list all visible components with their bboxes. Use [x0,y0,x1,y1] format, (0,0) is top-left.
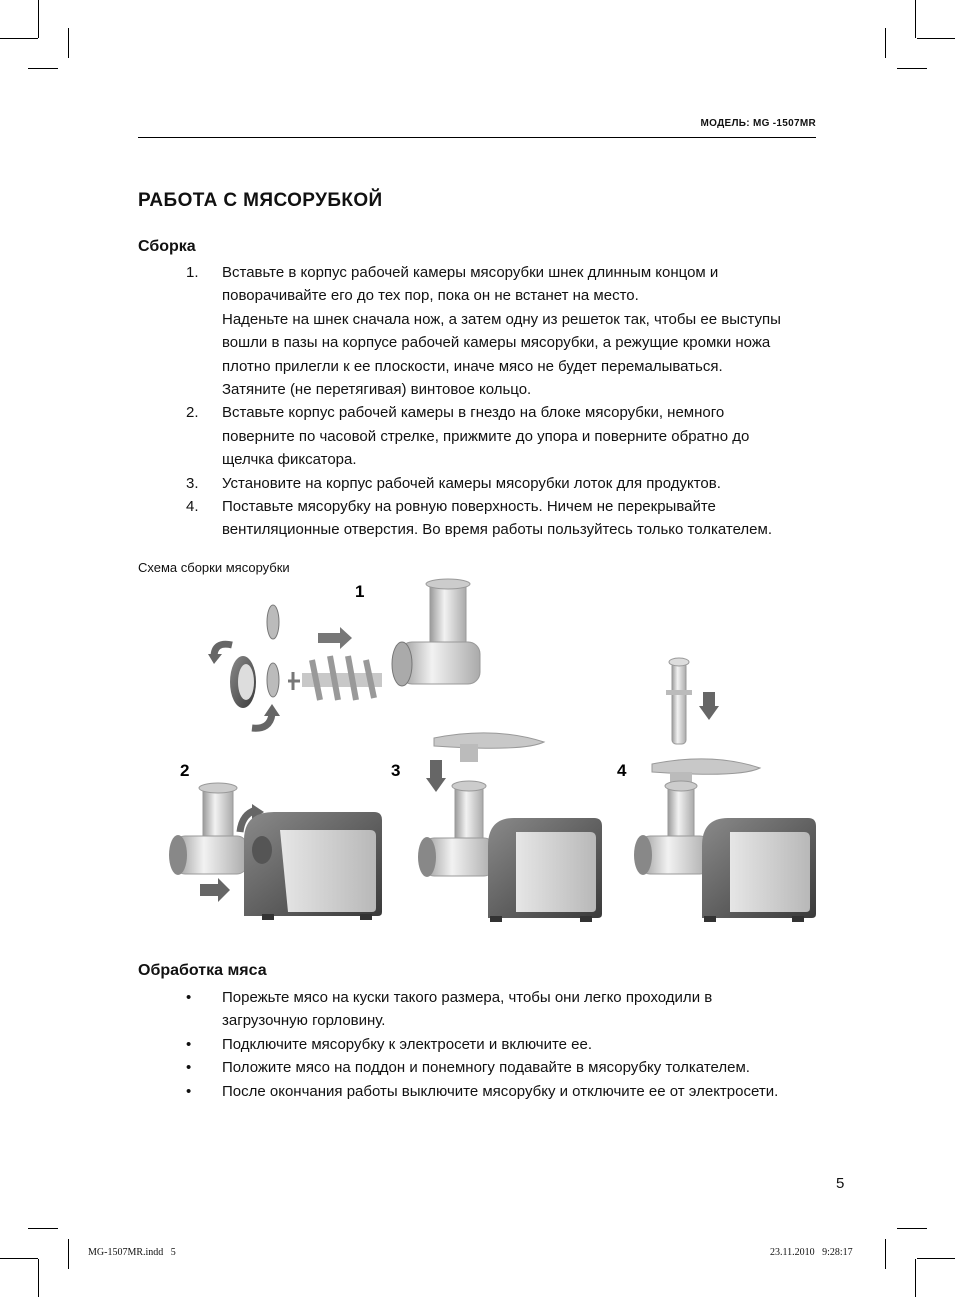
step-line: вошли в пазы на корпусе рабочей камеры мясорубки, а режущие кромки ножа [222,334,771,352]
figure-step-number: 3 [391,761,401,780]
step-3-attach-tray [418,733,602,922]
item-line: Положите мясо на поддон и понемногу подавайте в мясорубку толкателем. [222,1059,750,1077]
model-header: МОДЕЛЬ: MG -1507MR [700,118,816,129]
step-number: 2. [186,404,199,422]
step-line: Поставьте мясорубку на ровную поверхность. Ничем не перекрывайте [222,498,716,516]
step-number: 3. [186,474,199,492]
step-line: Наденьте на шнек сначала нож, а затем одну из решеток так, чтобы ее выступы [222,310,781,328]
arrow-down-icon [699,706,719,720]
step-line: поверните по часовой стрелке, прижмите до упора и поверните обратно до [222,427,750,445]
item-line: После окончания работы выключите мясорубку и отключите ее от электросети. [222,1082,779,1100]
step-line: Затяните (не перетягивая) винтовое кольцо. [222,381,532,399]
step-line: Установите на корпус рабочей камеры мясорубки лоток для продуктов. [222,474,721,492]
item-line: загрузочную горловину. [222,1012,386,1030]
step-1-exploded-parts [208,579,480,728]
step-number: 4. [186,498,199,516]
bullet: • [186,1059,192,1077]
figure-step-number: 2 [180,761,190,780]
page-number: 5 [836,1175,845,1192]
meat-item-1 [138,986,818,1033]
header-rule [138,137,816,138]
item-line: Порежьте мясо на куски такого размера, чтобы они легко проходили в [222,989,713,1006]
arrow-down-icon [426,778,446,792]
step-2-mount-chamber [169,783,382,920]
step-line: вентиляционные отверстия. Во время работы пользуйтесь только толкателем. [222,521,773,539]
meat-list [138,986,818,1103]
meat-item-2 [138,1033,818,1056]
rotate-arrow-icon [264,704,280,716]
assembly-heading: Сборка [138,238,196,255]
footer-filename: MG-1507MR.indd 5 [88,1247,176,1258]
meat-item-4 [138,1080,818,1103]
arrow-right-icon [200,878,230,902]
assembly-diagram [0,570,955,950]
step-line: щелчка фиксатора. [222,451,357,469]
assembly-step-4 [138,495,818,542]
arrow-right-icon [318,627,352,649]
meat-heading: Обработка мяса [138,962,267,979]
page-title: РАБОТА С МЯСОРУБКОЙ [138,190,383,211]
meat-item-3 [138,1056,818,1079]
assembly-list [138,261,818,542]
assembly-step-3 [138,472,818,495]
step-line: плотно прилегли к ее плоскости, иначе мясо не будет перемалываться. [222,357,723,375]
step-4-use-pusher [634,658,816,922]
item-line: Подключите мясорубку к электросети и включите ее. [222,1035,593,1053]
assembly-step-1 [138,261,818,401]
bullet: • [186,1035,192,1053]
footer-timestamp: 23.11.2010 9:28:17 [770,1247,853,1258]
figure-step-number: 1 [355,582,365,601]
bullet: • [186,1082,192,1100]
bullet: • [186,989,192,1006]
figure-caption: Схема сборки мясорубки [138,560,290,575]
step-line: поворачивайте его до тех пор, пока он не встанет на место. [222,287,639,305]
step-line: Вставьте корпус рабочей камеры в гнездо на блоке мясорубки, немного [222,404,725,422]
assembly-step-2 [138,401,818,471]
step-number: 1. [186,264,199,281]
figure-step-number: 4 [617,761,627,780]
step-line: Вставьте в корпус рабочей камеры мясорубки шнек длинным концом и [222,264,719,281]
rotate-arrow-icon [208,654,222,664]
